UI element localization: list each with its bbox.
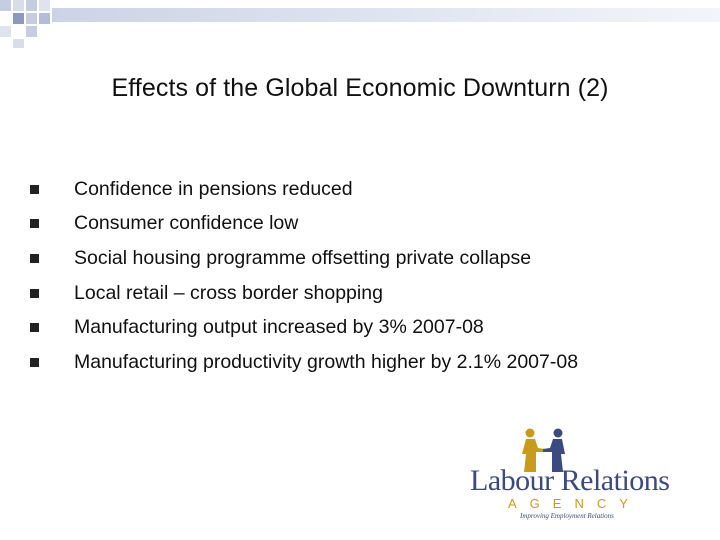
square-bullet-icon: [30, 323, 39, 332]
logo-agency: AGENCY: [508, 496, 641, 511]
bullet-text: Local retail – cross border shopping: [74, 281, 383, 304]
bullet-list: [30, 172, 710, 380]
logo-name: Labour Relations: [470, 464, 670, 497]
bullet-item: [30, 276, 710, 311]
slide-title: Effects of the Global Economic Downturn (2): [111, 74, 609, 102]
bullet-item: [30, 345, 710, 380]
bullet-text: Social housing programme offsetting private collapse: [74, 246, 532, 269]
square-bullet-icon: [30, 289, 39, 298]
square-bullet-icon: [30, 219, 39, 228]
square-bullet-icon: [30, 254, 39, 263]
bullet-item: [30, 241, 710, 276]
square-bullet-icon: [30, 185, 39, 194]
bullet-text: Manufacturing output increased by 3% 2007-08: [74, 316, 484, 339]
bullet-item: [30, 172, 710, 207]
corner-decoration: [0, 0, 720, 48]
square-bullet-icon: [30, 358, 39, 367]
bullet-item: [30, 310, 710, 345]
bullet-text: Confidence in pensions reduced: [74, 177, 353, 200]
labour-relations-agency-logo: [470, 428, 680, 523]
bullet-item: [30, 207, 710, 242]
bullet-text: Manufacturing productivity growth higher by 2.1% 2007-08: [74, 350, 579, 373]
logo-tagline: Improving Employment Relations: [520, 512, 614, 520]
bullet-text: Consumer confidence low: [74, 212, 299, 235]
